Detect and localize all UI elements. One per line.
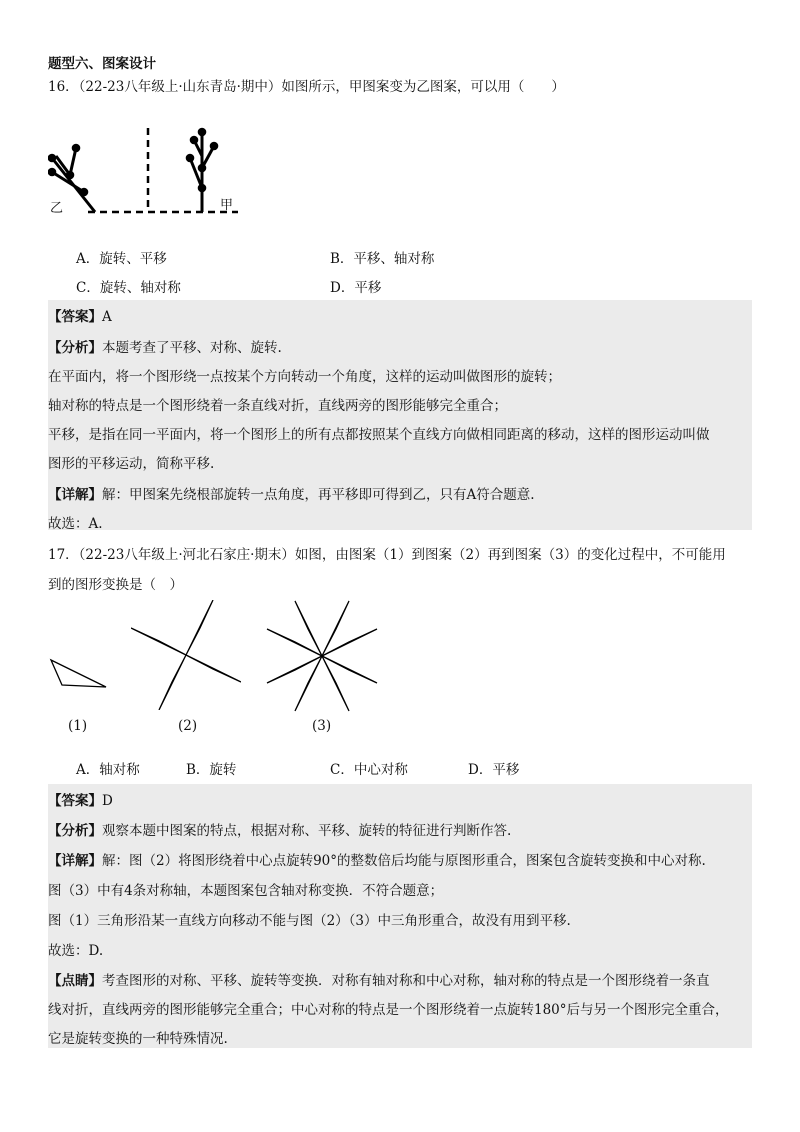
q17-option-a: A．轴对称 [76, 762, 140, 778]
q17-option-d: D．平移 [468, 762, 520, 778]
triangle [186, 600, 213, 655]
q16-node [199, 165, 205, 171]
triangle [186, 655, 241, 682]
q17-figure-1 [48, 655, 114, 695]
answer-value: A [102, 309, 112, 325]
q17-answer [48, 789, 113, 809]
analysis-tag: 【分析】 [48, 340, 102, 356]
q16-analysis-line: 图形的平移运动，简称平移. [48, 456, 215, 472]
q16-analysis-line: 轴对称的特点是一个图形绕着一条直线对折，直线两旁的图形能够完全重合； [48, 398, 507, 414]
detail-text: 解：图（2）将图形绕着中心点旋转90°的整数倍后均能与原图形重合，图案包含旋转变换和中心对称. [102, 853, 706, 869]
q17-choose: 故选：D. [48, 943, 104, 959]
q16-analysis [48, 336, 282, 356]
analysis-tag: 【分析】 [48, 823, 102, 839]
q17-comment [48, 969, 710, 989]
q16-node [67, 172, 73, 178]
triangle [267, 629, 322, 656]
q17-detail-line: 图（3）中有4条对称轴，本题图案包含轴对称变换．不符合题意； [48, 883, 444, 899]
q16-analysis-line: 在平面内，将一个图形绕一点按某个方向转动一个角度，这样的运动叫做图形的旋转； [48, 369, 561, 385]
triangle [267, 656, 322, 683]
q16-option-b: B．平移、轴对称 [330, 251, 435, 267]
q17-comment-line: 它是旋转变换的一种特殊情况. [48, 1031, 228, 1047]
analysis-text: 观察本题中图案的特点，根据对称、平移、旋转的特征进行判断作答. [102, 823, 512, 839]
triangle [131, 628, 186, 655]
q16-node [199, 185, 205, 191]
q16-choose: 故选：A. [48, 516, 103, 532]
q16-option-d: D．平移 [330, 280, 382, 296]
q17-figure-2 [131, 600, 241, 710]
question-17-stem-cont: 到的图形变换是（ ） [48, 577, 183, 593]
q17-detail-line: 图（1）三角形沿某一直线方向移动不能与图（2）（3）中三角形重合，故没有用到平移. [48, 913, 571, 929]
q17-option-c: C．中心对称 [330, 762, 408, 778]
q16-node [191, 137, 197, 143]
q16-node [211, 143, 217, 149]
q17-figure-label-2: (2) [178, 718, 198, 734]
q16-figure [48, 120, 248, 220]
triangle [159, 655, 186, 710]
answer-value: D [102, 793, 113, 809]
q17-figure-label-3: (3) [312, 718, 332, 734]
comment-text: 考查图形的对称、平移、旋转等变换．对称有轴对称和中心对称，轴对称的特点是一个图形绕着一条直 [102, 973, 710, 989]
q17-analysis [48, 819, 511, 839]
q16-detail [48, 483, 535, 503]
triangle [322, 656, 349, 711]
q16-node [49, 169, 55, 175]
question-16-stem: 16．（22-23八年级上·山东青岛·期中）如图所示，甲图案变为乙图案，可以用（ ） [48, 79, 565, 95]
q16-label-jia: 甲 [220, 198, 234, 213]
q17-detail [48, 849, 706, 869]
q17-figure-3 [266, 600, 378, 712]
triangle [322, 601, 349, 656]
q16-node [199, 129, 205, 135]
q16-label-yi: 乙 [50, 201, 64, 216]
detail-tag: 【详解】 [48, 853, 102, 869]
detail-tag: 【详解】 [48, 487, 102, 503]
q16-node [49, 155, 55, 161]
q17-figure-label-1: (1) [68, 718, 88, 734]
analysis-text: 本题考查了平移、对称、旋转. [102, 340, 282, 356]
q16-option-a: A．旋转、平移 [76, 251, 167, 267]
q16-node [81, 189, 87, 195]
comment-tag: 【点睛】 [48, 973, 102, 989]
q17-comment-line: 线对折，直线两旁的图形能够完全重合；中心对称的特点是一个图形绕着一点旋转180°后与另一个图形完全重合， [48, 1002, 729, 1018]
triangle [51, 660, 106, 687]
triangle [295, 656, 322, 711]
question-17-stem: 17．（22-23八年级上·河北石家庄·期末）如图，由图案（1）到图案（2）再到图案（3）的变化过程中，不可能用 [48, 547, 726, 563]
answer-tag: 【答案】 [48, 793, 102, 809]
triangle [295, 601, 322, 656]
q16-node [73, 145, 79, 151]
q16-node [187, 155, 193, 161]
q16-option-c: C．旋转、轴对称 [76, 280, 181, 296]
q16-tree-jia [187, 129, 217, 212]
section-title: 题型六、图案设计 [48, 56, 156, 72]
triangle [322, 656, 377, 683]
triangle [322, 629, 377, 656]
q16-analysis-line: 平移，是指在同一平面内，将一个图形上的所有点都按照某个直线方向做相同距离的移动，这样的图形运动叫做 [48, 427, 710, 443]
q16-answer [48, 305, 112, 325]
q17-option-b: B．旋转 [186, 762, 237, 778]
detail-text: 解：甲图案先绕根部旋转一点角度，再平移即可得到乙，只有A符合题意. [102, 487, 535, 503]
answer-tag: 【答案】 [48, 309, 102, 325]
